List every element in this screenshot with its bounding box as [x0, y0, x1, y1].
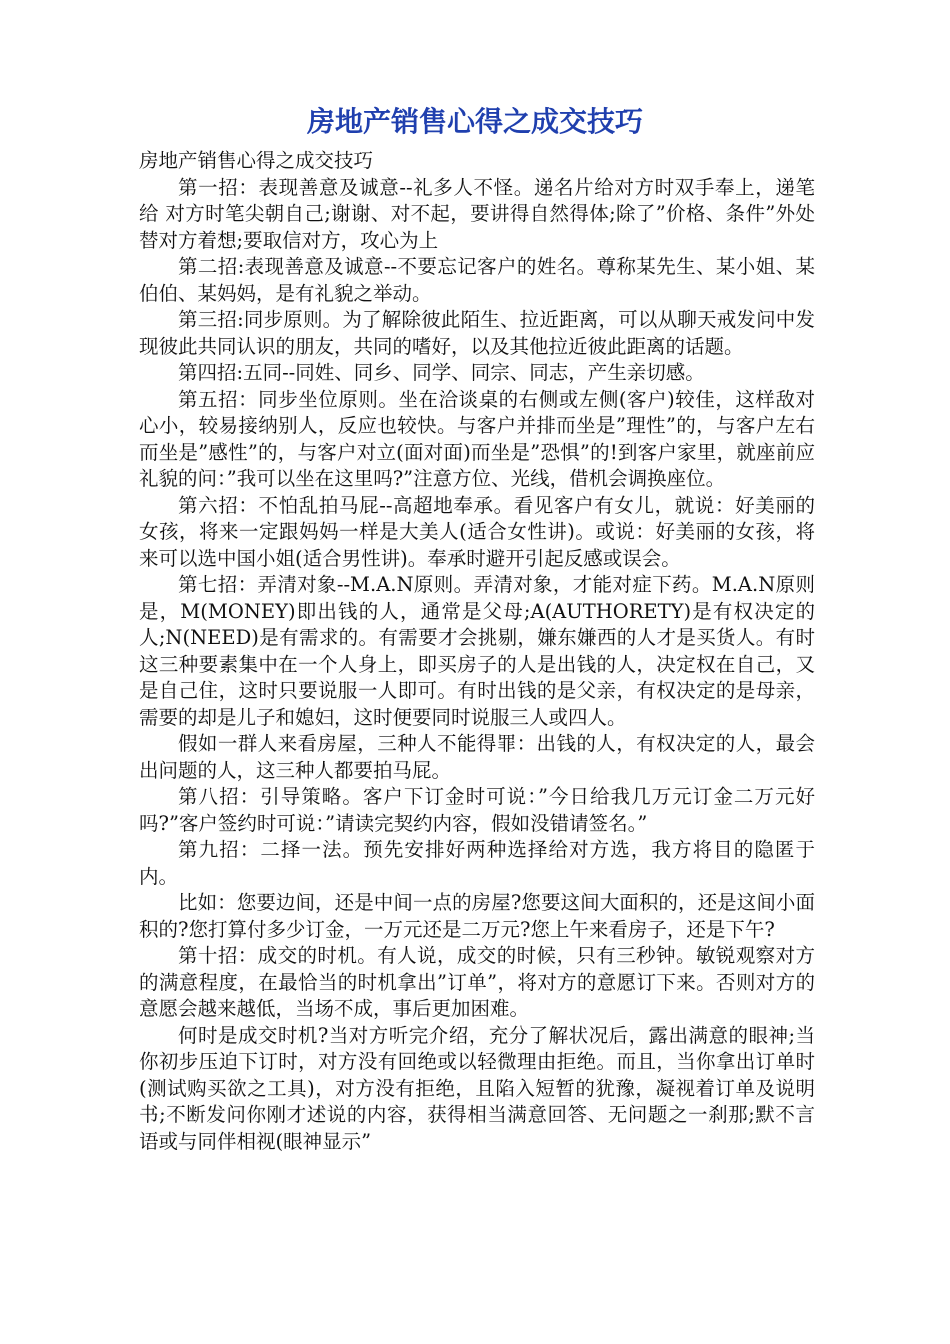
paragraph: 第五招：同步坐位原则。坐在洽谈桌的右侧或左侧(客户)较佳，这样敌对心小，较易接纳别人，反应也较快。与客户并排而坐是”理性”的，与客户左右而坐是”感性”的，与客户对立(面对面)而坐是”恐惧”的!到客户家里，就座前应礼貌的问：”我可以坐在这里吗?”注意方位、光线，借机会调换座位。: [139, 387, 815, 490]
paragraph: 第二招:表现善意及诚意--不要忘记客户的姓名。尊称某先生、某小姐、某伯伯、某妈妈，是有礼貌之举动。: [139, 255, 815, 305]
paragraph: 第七招：弄清对象--M.A.N原则。弄清对象，才能对症下药。M.A.N原则是，M(MONEY)即出钱的人，通常是父母;A(AUTHORETY)是有权决定的人;N(NEED)是有需求的。有需要才会挑剔，嫌东嫌西的人才是买货人。有时这三种要素集中在一个人身上，即买房子的人是出钱的人，决定权在自己，又是自己住，这时只要说服一人即可。有时出钱的是父亲，有权决定的是母亲，需要的却是儿子和媳妇，这时便要同时说服三人或四人。: [139, 573, 815, 729]
paragraph: 第六招：不怕乱拍马屁--高超地奉承。看见客户有女儿，就说：好美丽的女孩，将来一定跟妈妈一样是大美人(适合女性讲)。或说：好美丽的女孩，将来可以选中国小姐(适合男性讲)。奉承时避开引起反感或误会。: [139, 493, 815, 570]
document-title: 房地产销售心得之成交技巧: [306, 105, 643, 138]
paragraph: 假如一群人来看房屋，三种人不能得罪：出钱的人，有权决定的人，最会出问题的人，这三种人都要拍马屁。: [139, 732, 815, 782]
paragraph: 第四招:五同--同姓、同乡、同学、同宗、同志，产生亲切感。: [178, 361, 705, 384]
document-subtitle: 房地产销售心得之成交技巧: [139, 149, 374, 172]
paragraph: 第八招：引导策略。客户下订金时可说：”今日给我几万元订金二万元好吗?”客户签约时可说：”请读完契约内容，假如没错请签名。”: [139, 785, 815, 835]
document-body: [139, 148, 815, 1155]
paragraph: 第一招：表现善意及诚意--礼多人不怪。递名片给对方时双手奉上，递笔给 对方时笔尖朝自己;谢谢、对不起，要讲得自然得体;除了”价格、条件”外处替对方着想;要取信对方，攻心为上: [139, 175, 815, 252]
paragraph: 比如：您要边间，还是中间一点的房屋?您要这间大面积的，还是这间小面积的?您打算付多少订金，一万元还是二万元?您上午来看房子，还是下午?: [139, 891, 815, 941]
paragraph: 第三招:同步原则。为了解除彼此陌生、拉近距离，可以从聊天戒发问中发现彼此共同认识的朋友，共同的嗜好，以及其他拉近彼此距离的话题。: [139, 308, 815, 358]
paragraph: 何时是成交时机?当对方听完介绍，充分了解状况后，露出满意的眼神;当你初步压迫下订时，对方没有回绝或以轻微理由拒绝。而且，当你拿出订单时(测试购买欲之工具)，对方没有拒绝，且陷入短暂的犹豫，凝视着订单及说明书;不断发问你刚才述说的内容，获得相当满意回答、无问题之一刹那;默不言语或与同伴相视(眼神显示”: [139, 1023, 815, 1153]
paragraph: 第十招：成交的时机。有人说，成交的时候，只有三秒钟。敏锐观察对方的满意程度，在最恰当的时机拿出”订单”，将对方的意愿订下来。否则对方的意愿会越来越低，当场不成，事后更加困难。: [139, 944, 815, 1020]
paragraph: 第九招：二择一法。预先安排好两种选择给对方选，我方将目的隐匿于内。: [139, 838, 815, 888]
